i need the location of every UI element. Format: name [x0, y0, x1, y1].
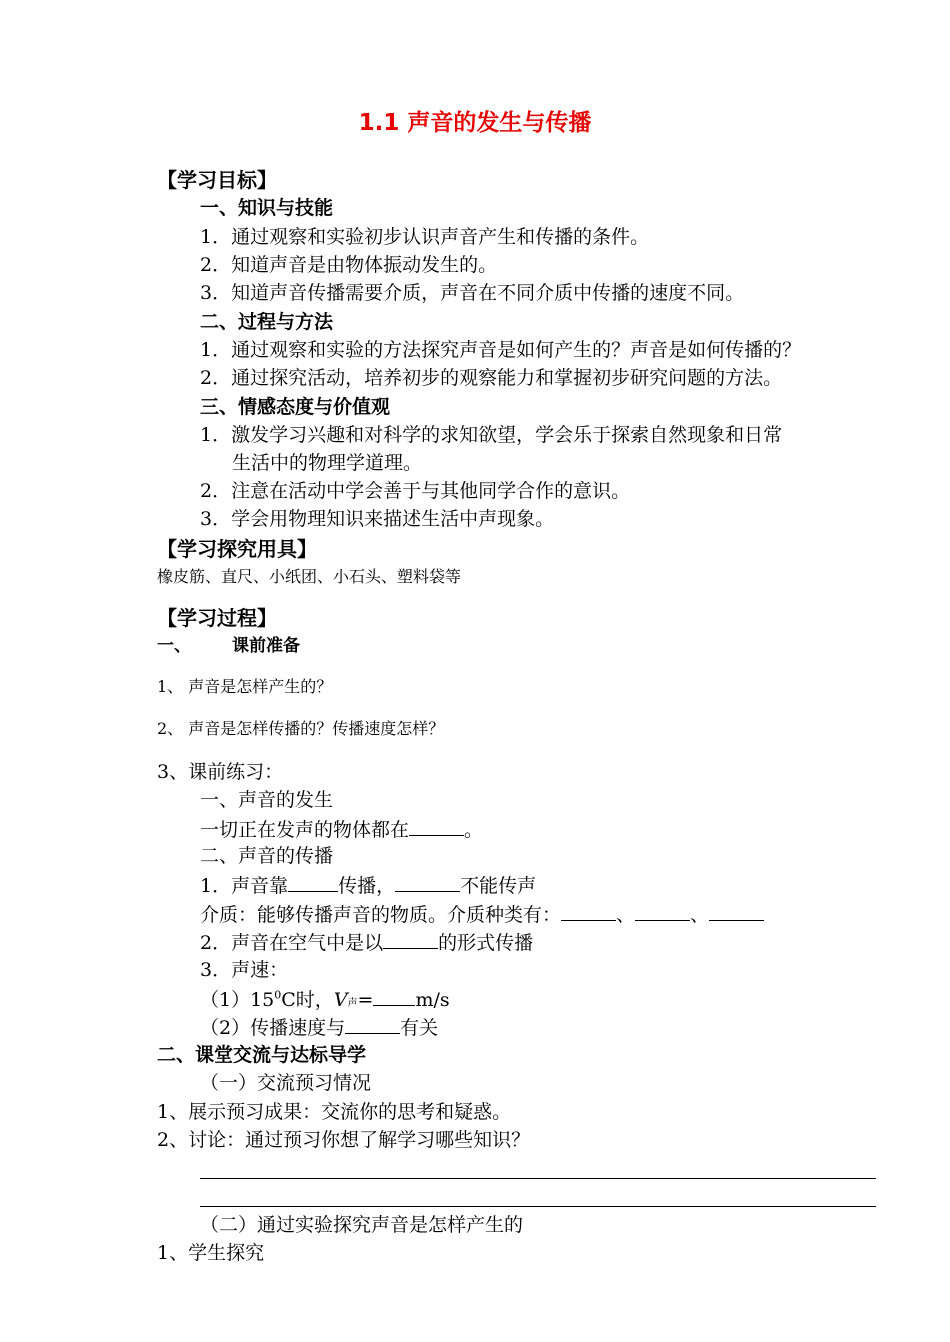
question-1: 1、 声音是怎样产生的？	[157, 677, 333, 696]
part1-heading: 课前准备	[232, 636, 300, 656]
answer-line[interactable]	[200, 1206, 876, 1207]
part2-item-2: 2、讨论：通过预习你想了解学习哪些知识？	[157, 1129, 531, 1151]
objective-item: 3．知道声音传播需要介质，声音在不同介质中传播的速度不同。	[200, 282, 745, 304]
objective-item: 1．通过观察和实验初步认识声音产生和传播的条件。	[200, 226, 650, 248]
part2-subheading-1: （一）交流预习情况	[200, 1072, 372, 1094]
part2-heading: 二、课堂交流与达标导学	[157, 1044, 367, 1066]
process-heading: 【学习过程】	[157, 606, 277, 630]
answer-blank[interactable]	[561, 904, 616, 921]
answer-blank[interactable]	[345, 1017, 400, 1034]
objective-item: 1．通过观察和实验的方法探究声音是如何产生的？声音是如何传播的？	[200, 339, 802, 361]
fill-line-medium: 1．声音靠 传播， 不能传声	[200, 875, 537, 897]
speed-heading: 3．声速：	[200, 959, 289, 981]
objective-item: 2．通过探究活动，培养初步的观察能力和掌握初步研究问题的方法。	[200, 367, 783, 389]
answer-blank[interactable]	[709, 904, 764, 921]
objective-item-continued: 生活中的物理学道理。	[232, 452, 423, 474]
fill-line-speed: $(1)15^0C$时，V声= m/s	[200, 988, 450, 1011]
fill-line-medium-types: 介质：能够传播声音的物质。介质种类有： 、 、	[200, 904, 764, 925]
tools-heading: 【学习探究用具】	[157, 537, 317, 561]
fill-line-vibration: 一切正在发声的物体都在 。	[200, 819, 484, 841]
section-heading-process: 二、过程与方法	[200, 311, 334, 333]
section-heading-knowledge: 一、知识与技能	[200, 197, 334, 219]
answer-blank[interactable]	[373, 989, 415, 1006]
answer-blank[interactable]	[288, 875, 338, 892]
fill-line-wave: 2．声音在空气中是以 的形式传播	[200, 932, 534, 954]
objective-item: 1．激发学习兴趣和对科学的求知欲望，学会乐于探索自然现象和日常	[200, 424, 783, 446]
objective-item: 3．学会用物理知识来描述生活中声现象。	[200, 508, 555, 530]
objective-item: 2．知道声音是由物体振动发生的。	[200, 254, 498, 276]
subheading-sound-origin: 一、声音的发生	[200, 789, 334, 811]
objective-item: 2．注意在活动中学会善于与其他同学合作的意识。	[200, 480, 631, 502]
answer-blank[interactable]	[635, 904, 690, 921]
answer-blank[interactable]	[409, 819, 464, 836]
question-2: 2、 声音是怎样传播的？传播速度怎样？	[157, 719, 445, 738]
fill-line-speed-factor: （2）传播速度与 有关	[200, 1017, 439, 1039]
part2-item-1: 1、展示预习成果：交流你的思考和疑惑。	[157, 1101, 512, 1123]
part1-number: 一、	[157, 636, 191, 656]
objectives-heading: 【学习目标】	[157, 168, 277, 192]
part2-item-3: 1、学生探究	[157, 1242, 265, 1264]
answer-blank[interactable]	[383, 932, 438, 949]
page-title: 1.1 声音的发生与传播	[358, 110, 592, 136]
section-heading-attitude: 三、情感态度与价值观	[200, 396, 391, 418]
part2-subheading-2: （二）通过实验探究声音是怎样产生的	[200, 1214, 524, 1236]
answer-line[interactable]	[200, 1178, 876, 1179]
tools-text: 橡皮筋、直尺、小纸团、小石头、塑料袋等	[157, 567, 462, 586]
subheading-sound-propagation: 二、声音的传播	[200, 845, 334, 867]
question-3: 3、课前练习：	[157, 761, 284, 783]
answer-blank[interactable]	[395, 875, 460, 892]
